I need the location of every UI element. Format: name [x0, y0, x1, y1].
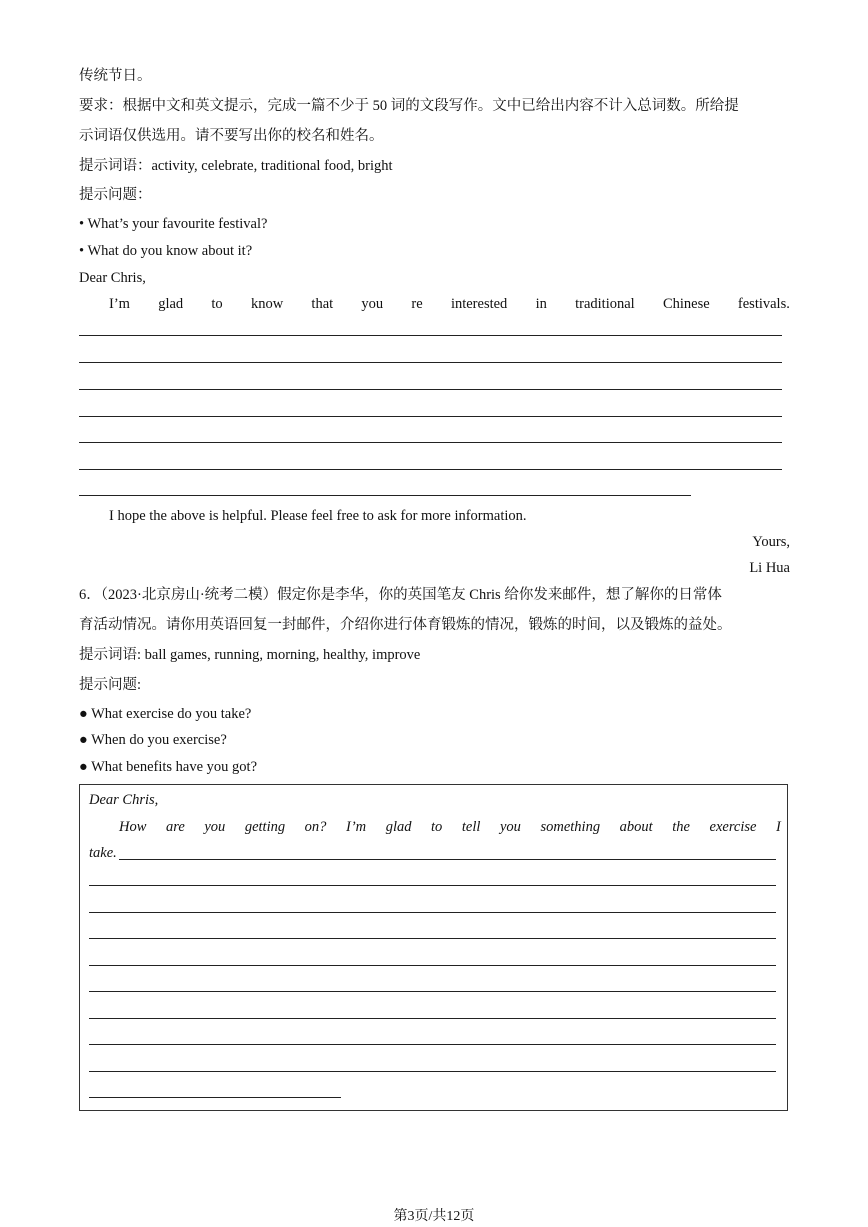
q5-word: re	[411, 296, 423, 312]
q6-questions-label: 提示问题:	[79, 677, 142, 693]
q5-word: that	[311, 296, 334, 312]
q6-question-a: ● What exercise do you take?	[79, 706, 252, 722]
q6-word: about	[619, 819, 653, 835]
q5-opening-sentence	[109, 294, 790, 314]
answer-line[interactable]	[89, 1097, 341, 1098]
q6-word: I	[776, 819, 781, 835]
q5-word: in	[535, 296, 547, 312]
answer-line[interactable]	[79, 442, 782, 443]
q6-word: tell	[461, 819, 481, 835]
q5-word: I’m	[109, 296, 130, 312]
q6-word: getting	[244, 819, 286, 835]
q6-opening-tail: take.	[89, 845, 117, 861]
q5-word: Chinese	[662, 296, 710, 312]
q5-word: glad	[158, 296, 184, 312]
q5-hint-words: 提示词语：activity, celebrate, traditional food, bright	[79, 158, 393, 174]
q5-signoff: Yours,	[752, 534, 790, 550]
q6-word: the	[672, 819, 690, 835]
q6-question-c: ● What benefits have you got?	[79, 759, 258, 775]
answer-line[interactable]	[79, 362, 782, 363]
q6-word: glad	[385, 819, 412, 835]
q5-questions-label: 提示问题：	[79, 187, 152, 203]
q5-closing: I hope the above is helpful. Please feel free to ask for more information.	[109, 508, 527, 524]
q5-word: to	[211, 296, 223, 312]
q6-word: you	[204, 819, 226, 835]
q5-question-a: • What’s your favourite festival?	[79, 216, 268, 232]
q5-salutation: Dear Chris,	[79, 270, 146, 286]
q6-question-b: ● When do you exercise?	[79, 732, 227, 748]
answer-line[interactable]	[89, 1071, 776, 1072]
q6-word: on?	[304, 819, 327, 835]
answer-line[interactable]	[119, 859, 776, 860]
q6-word: to	[431, 819, 443, 835]
answer-line[interactable]	[89, 1044, 776, 1045]
q5-word: traditional	[575, 296, 635, 312]
answer-line[interactable]	[89, 965, 776, 966]
q5-question-b: • What do you know about it?	[79, 243, 253, 259]
answer-line[interactable]	[89, 912, 776, 913]
q5-word: festivals.	[737, 296, 790, 312]
q6-word: something	[540, 819, 601, 835]
q5-line-tail: 传统节日。	[79, 68, 152, 84]
answer-line[interactable]	[79, 469, 782, 470]
q6-hint-words: 提示词语: ball games, running, morning, healthy, improve	[79, 647, 421, 663]
answer-line[interactable]	[79, 495, 691, 496]
answer-line[interactable]	[89, 1018, 776, 1019]
answer-line[interactable]	[89, 938, 776, 939]
q6-salutation: Dear Chris,	[89, 792, 159, 808]
q6-word: you	[499, 819, 521, 835]
q5-word: interested	[450, 296, 508, 312]
answer-line[interactable]	[79, 335, 782, 336]
q6-word: are	[165, 819, 185, 835]
answer-line[interactable]	[89, 991, 776, 992]
q6-prompt-line2: 育活动情况。请你用英语回复一封邮件，介绍你进行体育锻炼的情况，锻炼的时间，以及锻炼的益处。	[79, 617, 732, 633]
q5-word: you	[361, 296, 384, 312]
q6-prompt-line1: 6．（2023·北京房山·统考二模）假定你是李华，你的英国笔友 Chris 给你发来邮件，想了解你的日常体	[79, 587, 722, 603]
page-number: 第3页/共12页	[393, 1209, 475, 1224]
q5-word: know	[250, 296, 284, 312]
q5-name: Li Hua	[749, 560, 790, 576]
q6-word: How	[119, 819, 147, 835]
answer-line[interactable]	[79, 416, 782, 417]
q5-requirement-line1: 要求：根据中文和英文提示，完成一篇不少于 50 词的文段写作。文中已给出内容不计入总词数。所给提	[79, 98, 739, 114]
answer-line[interactable]	[79, 389, 782, 390]
q6-opening-sentence	[119, 817, 781, 837]
answer-line[interactable]	[89, 885, 776, 886]
q6-word: I’m	[345, 819, 367, 835]
q6-word: exercise	[709, 819, 757, 835]
q5-requirement-line2: 示词语仅供选用。请不要写出你的校名和姓名。	[79, 128, 384, 144]
